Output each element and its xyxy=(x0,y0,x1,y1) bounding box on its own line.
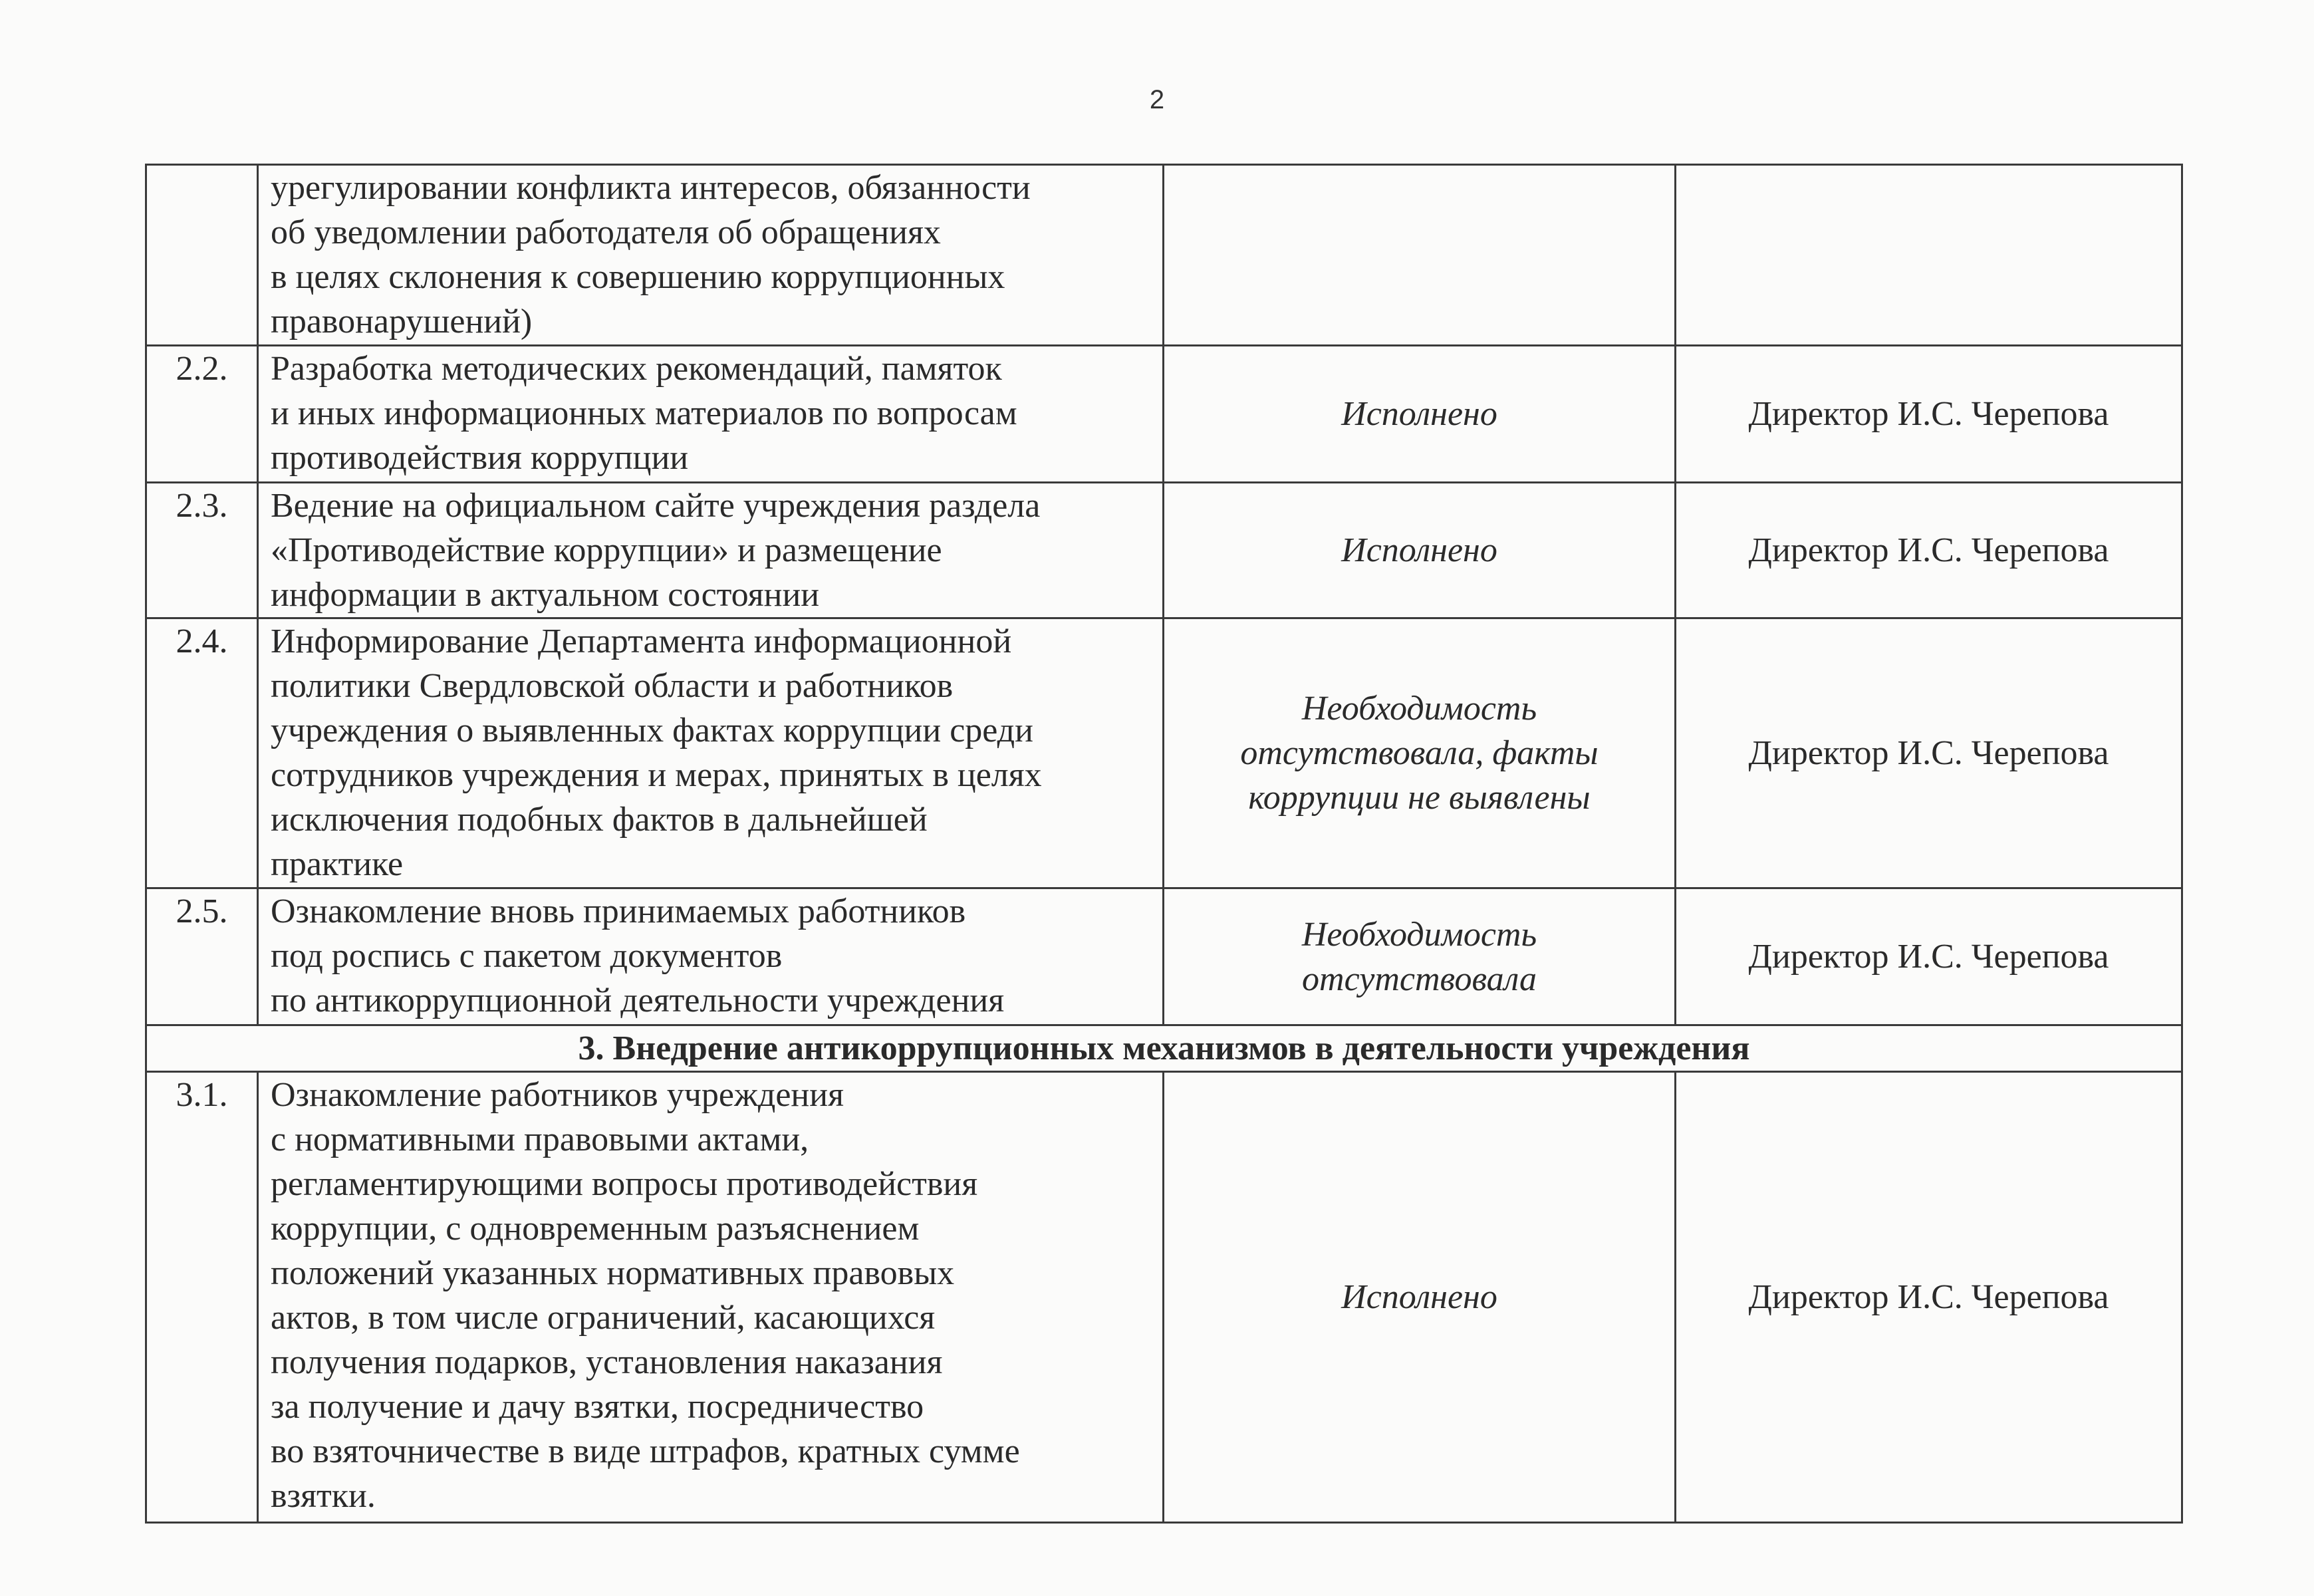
section-title: 3. Внедрение антикоррупционных механизмов в деятельности учреждения xyxy=(146,1025,2182,1072)
description-line: «Противодействие коррупции» и размещение xyxy=(271,531,942,569)
item-responsible: Директор И.С. Черепова xyxy=(1676,888,2182,1025)
item-responsible: Директор И.С. Черепова xyxy=(1676,618,2182,888)
item-responsible xyxy=(1676,165,2182,346)
item-number xyxy=(146,165,258,346)
table-row-3-1 xyxy=(146,1072,2182,1523)
description-line: и иных информационных материалов по вопросам xyxy=(271,394,1017,432)
description-line: правонарушений) xyxy=(271,303,533,340)
status-line: отсутствовала xyxy=(1302,960,1537,998)
description-line: урегулировании конфликта интересов, обязанности xyxy=(271,169,1031,207)
item-description xyxy=(258,483,1164,618)
description-line: информации в актуальном состоянии xyxy=(271,576,820,614)
item-status xyxy=(1164,618,1676,888)
description-line: Ознакомление работников учреждения xyxy=(271,1076,844,1114)
description-line: исключения подобных фактов в дальнейшей xyxy=(271,801,928,839)
item-number: 2.4. xyxy=(146,618,258,888)
table-row-2-2 xyxy=(146,346,2182,483)
page-number: 2 xyxy=(1149,85,1165,114)
table-row-continuation xyxy=(146,165,2182,346)
item-description xyxy=(258,165,1164,346)
description-line: практике xyxy=(271,845,404,883)
item-description xyxy=(258,346,1164,483)
section-heading-row xyxy=(146,1025,2182,1072)
description-line: сотрудников учреждения и мерах, принятых в целях xyxy=(271,756,1042,794)
item-number: 2.5. xyxy=(146,888,258,1025)
description-line: под роспись с пакетом документов xyxy=(271,937,783,975)
table-row-2-5 xyxy=(146,888,2182,1025)
table-row-2-3 xyxy=(146,483,2182,618)
status-line: Необходимость xyxy=(1301,690,1537,728)
description-line: противодействия коррупции xyxy=(271,439,689,477)
item-number: 2.3. xyxy=(146,483,258,618)
description-line: за получение и дачу взятки, посредничество xyxy=(271,1388,924,1426)
description-line: Информирование Департамента информационной xyxy=(271,622,1012,660)
table-row-2-4 xyxy=(146,618,2182,888)
item-number: 2.2. xyxy=(146,346,258,483)
item-responsible: Директор И.С. Черепова xyxy=(1676,1072,2182,1523)
description-line: взятки. xyxy=(271,1477,376,1515)
description-line: с нормативными правовыми актами, xyxy=(271,1121,809,1158)
item-description xyxy=(258,1072,1164,1523)
status-line: Исполнено xyxy=(1341,531,1497,569)
anticorruption-plan-table xyxy=(145,164,2183,1524)
description-line: получения подарков, установления наказания xyxy=(271,1343,943,1381)
item-description xyxy=(258,888,1164,1025)
description-line: по антикоррупционной деятельности учреждения xyxy=(271,982,1005,1019)
description-line: политики Свердловской области и работников xyxy=(271,667,954,705)
description-line: коррупции, с одновременным разъяснением xyxy=(271,1210,920,1248)
item-status xyxy=(1164,483,1676,618)
item-responsible: Директор И.С. Черепова xyxy=(1676,346,2182,483)
item-status xyxy=(1164,888,1676,1025)
description-line: об уведомлении работодателя об обращениях xyxy=(271,213,941,251)
item-responsible: Директор И.С. Черепова xyxy=(1676,483,2182,618)
description-line: актов, в том числе ограничений, касающихся xyxy=(271,1299,936,1337)
status-line: Исполнено xyxy=(1341,395,1497,433)
description-line: Ведение на официальном сайте учреждения раздела xyxy=(271,487,1041,525)
description-line: положений указанных нормативных правовых xyxy=(271,1254,955,1292)
item-description xyxy=(258,618,1164,888)
status-line: Необходимость xyxy=(1301,915,1537,954)
description-line: в целях склонения к совершению коррупционных xyxy=(271,258,1005,296)
description-line: регламентирующими вопросы противодействия xyxy=(271,1165,978,1203)
description-line: Ознакомление вновь принимаемых работников xyxy=(271,892,966,930)
item-status xyxy=(1164,346,1676,483)
description-line: учреждения о выявленных фактах коррупции среди xyxy=(271,712,1033,749)
status-line: отсутствовала, факты xyxy=(1240,734,1599,772)
status-line: Исполнено xyxy=(1341,1278,1497,1316)
description-line: во взяточничестве в виде штрафов, кратных сумме xyxy=(271,1432,1020,1470)
item-number: 3.1. xyxy=(146,1072,258,1523)
status-line: коррупции не выявлены xyxy=(1248,779,1591,817)
item-status xyxy=(1164,1072,1676,1523)
item-status xyxy=(1164,165,1676,346)
description-line: Разработка методических рекомендаций, памяток xyxy=(271,350,1002,388)
